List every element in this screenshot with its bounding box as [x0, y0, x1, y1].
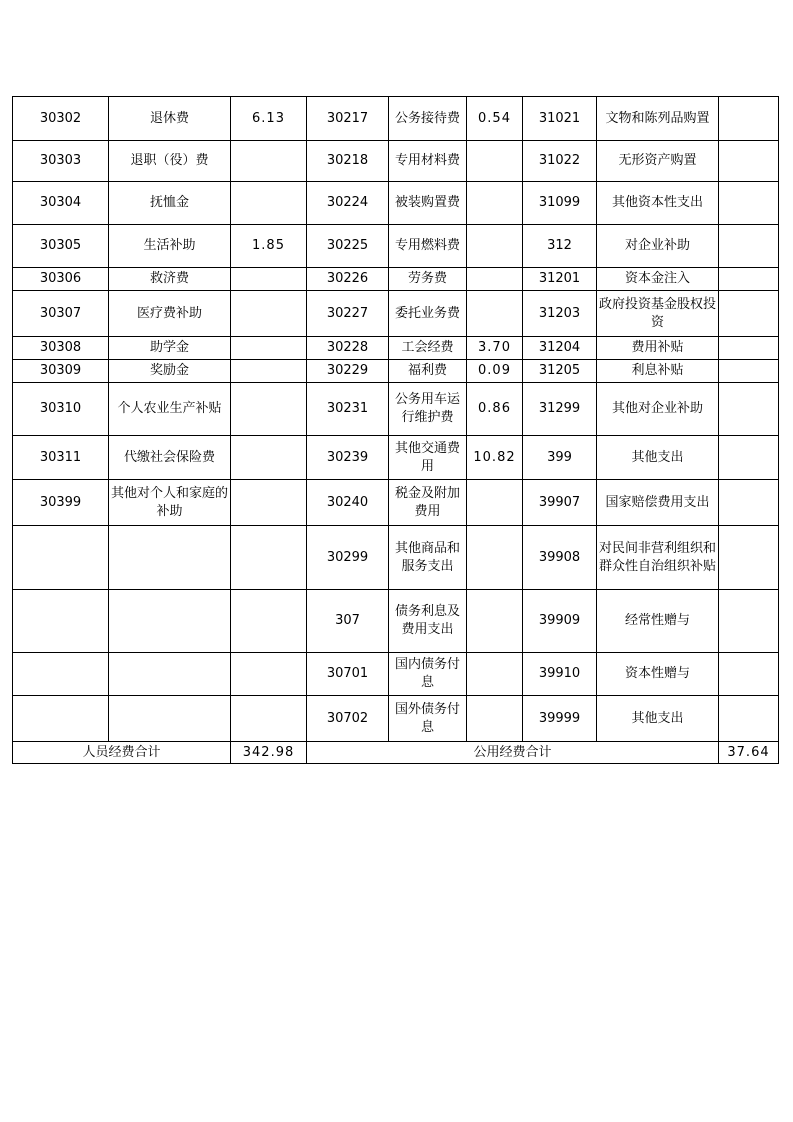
- public-item-cell: 国内债务付息: [389, 653, 467, 696]
- personnel-code-cell: 30302: [13, 97, 109, 141]
- personnel-amount-cell: [231, 337, 307, 360]
- public-amount-cell: [467, 268, 523, 291]
- public-code-cell: 30218: [307, 141, 389, 182]
- other-amount-cell: [719, 291, 779, 337]
- personnel-amount-cell: [231, 480, 307, 526]
- public-amount-cell: [467, 526, 523, 590]
- public-code-cell: 30299: [307, 526, 389, 590]
- personnel-code-cell: 30303: [13, 141, 109, 182]
- other-code-cell: 31099: [523, 182, 597, 225]
- personnel-code-cell: [13, 696, 109, 742]
- other-item-cell: 政府投资基金股权投资: [597, 291, 719, 337]
- personnel-code-cell: [13, 653, 109, 696]
- public-code-cell: 30702: [307, 696, 389, 742]
- other-code-cell: 31299: [523, 383, 597, 436]
- table-row: [13, 590, 779, 653]
- personnel-amount-cell: [231, 182, 307, 225]
- other-item-cell: 资本性赠与: [597, 653, 719, 696]
- other-amount-cell: [719, 182, 779, 225]
- table-body: [13, 97, 779, 764]
- public-amount-cell: [467, 182, 523, 225]
- public-amount-cell: [467, 480, 523, 526]
- public-code-cell: 30225: [307, 225, 389, 268]
- public-item-cell: 专用材料费: [389, 141, 467, 182]
- public-code-cell: 30701: [307, 653, 389, 696]
- personnel-amount-cell: [231, 526, 307, 590]
- personnel-item-cell: 助学金: [109, 337, 231, 360]
- personnel-code-cell: 30308: [13, 337, 109, 360]
- personnel-code-cell: 30305: [13, 225, 109, 268]
- public-item-cell: 公务用车运行维护费: [389, 383, 467, 436]
- public-amount-cell: [467, 225, 523, 268]
- personnel-item-cell: [109, 526, 231, 590]
- table-row: [13, 360, 779, 383]
- personnel-item-cell: 退职（役）费: [109, 141, 231, 182]
- other-code-cell: 31021: [523, 97, 597, 141]
- public-total-label: 公用经费合计: [307, 742, 719, 764]
- personnel-code-cell: 30306: [13, 268, 109, 291]
- public-item-cell: 其他商品和服务支出: [389, 526, 467, 590]
- public-item-cell: 其他交通费用: [389, 436, 467, 480]
- public-code-cell: 30227: [307, 291, 389, 337]
- personnel-amount-cell: [231, 383, 307, 436]
- public-code-cell: 307: [307, 590, 389, 653]
- personnel-code-cell: 30310: [13, 383, 109, 436]
- public-item-cell: 专用燃料费: [389, 225, 467, 268]
- personnel-item-cell: 生活补助: [109, 225, 231, 268]
- public-code-cell: 30226: [307, 268, 389, 291]
- other-code-cell: 39907: [523, 480, 597, 526]
- personnel-code-cell: 30307: [13, 291, 109, 337]
- other-item-cell: 其他支出: [597, 436, 719, 480]
- other-amount-cell: [719, 97, 779, 141]
- other-amount-cell: [719, 268, 779, 291]
- public-code-cell: 30229: [307, 360, 389, 383]
- table-row: [13, 653, 779, 696]
- public-item-cell: 福利费: [389, 360, 467, 383]
- other-item-cell: 其他支出: [597, 696, 719, 742]
- public-code-cell: 30224: [307, 182, 389, 225]
- public-amount-cell: [467, 590, 523, 653]
- table-row: [13, 383, 779, 436]
- personnel-item-cell: [109, 653, 231, 696]
- public-code-cell: 30240: [307, 480, 389, 526]
- table-row: [13, 141, 779, 182]
- other-code-cell: 31205: [523, 360, 597, 383]
- personnel-amount-cell: [231, 268, 307, 291]
- personnel-code-cell: [13, 590, 109, 653]
- other-item-cell: 文物和陈列品购置: [597, 97, 719, 141]
- personnel-total-label: 人员经费合计: [13, 742, 231, 764]
- public-amount-cell: 0.86: [467, 383, 523, 436]
- other-code-cell: 31201: [523, 268, 597, 291]
- personnel-amount-cell: 1.85: [231, 225, 307, 268]
- other-amount-cell: [719, 360, 779, 383]
- public-code-cell: 30228: [307, 337, 389, 360]
- public-amount-cell: [467, 653, 523, 696]
- other-amount-cell: [719, 225, 779, 268]
- public-amount-cell: 0.54: [467, 97, 523, 141]
- other-item-cell: 经常性赠与: [597, 590, 719, 653]
- public-item-cell: 国外债务付息: [389, 696, 467, 742]
- table-row: [13, 480, 779, 526]
- other-code-cell: 31022: [523, 141, 597, 182]
- public-total-value: 37.64: [719, 742, 779, 764]
- public-amount-cell: [467, 291, 523, 337]
- public-amount-cell: [467, 141, 523, 182]
- public-code-cell: 30239: [307, 436, 389, 480]
- public-item-cell: 公务接待费: [389, 97, 467, 141]
- public-amount-cell: 0.09: [467, 360, 523, 383]
- other-item-cell: 利息补贴: [597, 360, 719, 383]
- personnel-item-cell: 救济费: [109, 268, 231, 291]
- public-item-cell: 劳务费: [389, 268, 467, 291]
- personnel-code-cell: 30309: [13, 360, 109, 383]
- other-amount-cell: [719, 383, 779, 436]
- table-row: [13, 268, 779, 291]
- personnel-amount-cell: [231, 141, 307, 182]
- expenditure-table: [12, 96, 779, 764]
- other-code-cell: 39999: [523, 696, 597, 742]
- table-row: [13, 182, 779, 225]
- other-item-cell: 资本金注入: [597, 268, 719, 291]
- personnel-item-cell: [109, 590, 231, 653]
- personnel-item-cell: 代缴社会保险费: [109, 436, 231, 480]
- personnel-item-cell: 医疗费补助: [109, 291, 231, 337]
- other-amount-cell: [719, 337, 779, 360]
- public-item-cell: 税金及附加费用: [389, 480, 467, 526]
- other-code-cell: 31204: [523, 337, 597, 360]
- public-item-cell: 被装购置费: [389, 182, 467, 225]
- personnel-code-cell: 30399: [13, 480, 109, 526]
- public-item-cell: 工会经费: [389, 337, 467, 360]
- personnel-total-value: 342.98: [231, 742, 307, 764]
- other-code-cell: 39910: [523, 653, 597, 696]
- other-amount-cell: [719, 526, 779, 590]
- table-row: [13, 337, 779, 360]
- other-code-cell: 312: [523, 225, 597, 268]
- other-code-cell: 31203: [523, 291, 597, 337]
- personnel-amount-cell: [231, 360, 307, 383]
- public-amount-cell: 3.70: [467, 337, 523, 360]
- personnel-amount-cell: 6.13: [231, 97, 307, 141]
- other-amount-cell: [719, 141, 779, 182]
- personnel-code-cell: 30304: [13, 182, 109, 225]
- table-row: [13, 97, 779, 141]
- totals-row: [13, 742, 779, 764]
- personnel-amount-cell: [231, 696, 307, 742]
- personnel-item-cell: 个人农业生产补贴: [109, 383, 231, 436]
- other-code-cell: 399: [523, 436, 597, 480]
- table-row: [13, 696, 779, 742]
- other-item-cell: 无形资产购置: [597, 141, 719, 182]
- personnel-item-cell: [109, 696, 231, 742]
- personnel-amount-cell: [231, 653, 307, 696]
- personnel-item-cell: 抚恤金: [109, 182, 231, 225]
- other-amount-cell: [719, 653, 779, 696]
- other-item-cell: 其他对企业补助: [597, 383, 719, 436]
- other-item-cell: 对企业补助: [597, 225, 719, 268]
- table-row: [13, 526, 779, 590]
- other-item-cell: 国家赔偿费用支出: [597, 480, 719, 526]
- public-amount-cell: 10.82: [467, 436, 523, 480]
- personnel-code-cell: [13, 526, 109, 590]
- table-row: [13, 225, 779, 268]
- public-item-cell: 委托业务费: [389, 291, 467, 337]
- personnel-item-cell: 退休费: [109, 97, 231, 141]
- other-amount-cell: [719, 480, 779, 526]
- other-code-cell: 39908: [523, 526, 597, 590]
- personnel-item-cell: 奖励金: [109, 360, 231, 383]
- public-code-cell: 30217: [307, 97, 389, 141]
- other-code-cell: 39909: [523, 590, 597, 653]
- personnel-code-cell: 30311: [13, 436, 109, 480]
- personnel-item-cell: 其他对个人和家庭的补助: [109, 480, 231, 526]
- other-amount-cell: [719, 590, 779, 653]
- public-code-cell: 30231: [307, 383, 389, 436]
- other-item-cell: 对民间非营利组织和群众性自治组织补贴: [597, 526, 719, 590]
- table-row: [13, 436, 779, 480]
- personnel-amount-cell: [231, 590, 307, 653]
- other-amount-cell: [719, 436, 779, 480]
- public-amount-cell: [467, 696, 523, 742]
- other-item-cell: 费用补贴: [597, 337, 719, 360]
- table-row: [13, 291, 779, 337]
- other-item-cell: 其他资本性支出: [597, 182, 719, 225]
- public-item-cell: 债务利息及费用支出: [389, 590, 467, 653]
- personnel-amount-cell: [231, 291, 307, 337]
- other-amount-cell: [719, 696, 779, 742]
- personnel-amount-cell: [231, 436, 307, 480]
